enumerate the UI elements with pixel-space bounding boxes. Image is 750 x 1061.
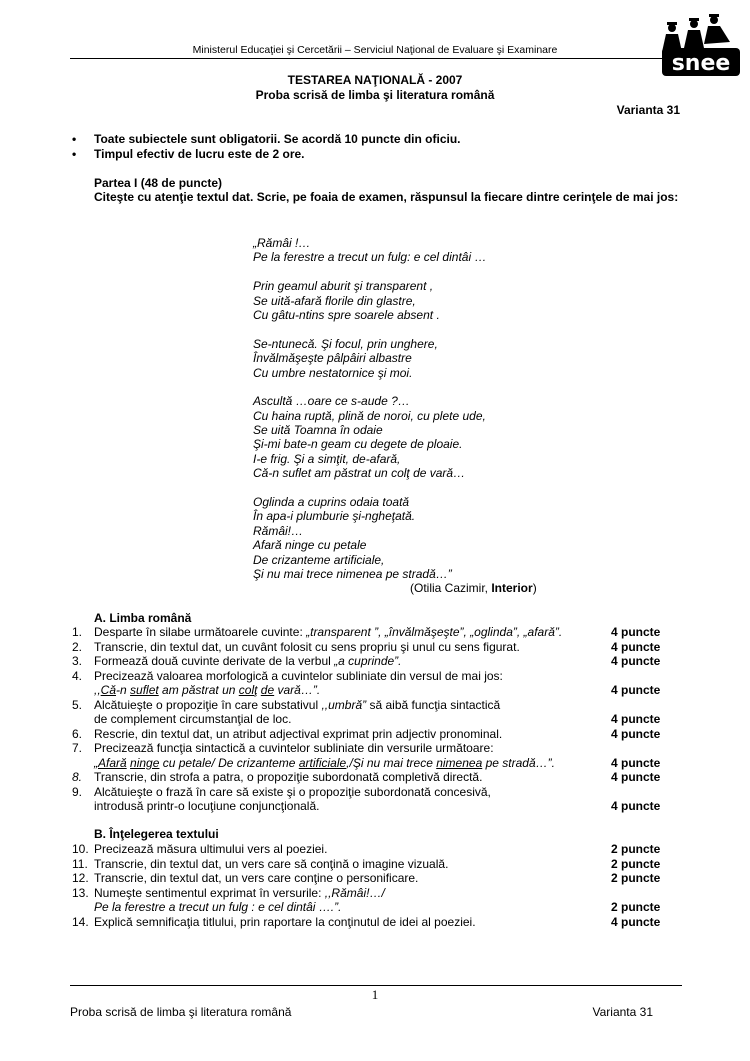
header-divider <box>70 58 682 59</box>
exam-title: TESTAREA NAŢIONALĂ - 2007 <box>287 73 463 87</box>
footer-variant: Varianta 31 <box>592 1005 653 1019</box>
section-a-title: A. Limba română <box>94 611 192 625</box>
svg-text:snee: snee <box>671 51 731 76</box>
poem-author: (Otilia Cazimir, Interior) <box>410 581 537 595</box>
section-b-title: B. Înţelegerea textului <box>94 827 219 841</box>
footer-divider <box>70 985 682 986</box>
footer-subject: Proba scrisă de limba şi literatura română <box>70 1005 292 1019</box>
page-number: 1 <box>371 987 379 1002</box>
snee-logo <box>660 14 742 78</box>
exam-subtitle: Proba scrisă de limba şi literatura română <box>255 88 495 102</box>
variant-label: Varianta 31 <box>616 103 680 117</box>
header-ministry: Ministerul Educaţiei şi Cercetării – Serviciul Naţional de Evaluare şi Examinare <box>192 44 558 56</box>
part-instruction: Citeşte cu atenţie textul dat. Scrie, pe foaia de examen, răspunsul la fiecare dintre cerinţele de mai jos: <box>94 190 679 204</box>
rule-item: • Timpul efectiv de lucru este de 2 ore. <box>72 147 305 161</box>
poem-text: „Rămâi !… Pe la ferestre a trecut un fulg: e cel dintâi … Prin geamul aburit şi transparent , Se uită-afară florile din glastre, Cu gâtu-ntins spre soarele absent . Se-ntunecă. Şi focul, prin unghere, Învălmăşeşte pâlpâiri albastre Cu umbre nestatornice şi moi. Ascultă …oare ce s-aude ?… Cu haina ruptă, plină de noroi, cu plete ude, Se uită Toamna în odaie Şi-mi bate-n geam cu degete de ploaie. I-e frig. Şi a simţit, de-afară, Că-n suflet am păstrat un colţ de vară… Oglinda a cuprins odaia toată În apa-i plumburie şi-ngheţată. Rămâi!… Afară ninge cu petale De crizanteme artificiale, Şi nu mai trece nimenea pe stradă…” <box>253 236 487 581</box>
rule-item: • Toate subiectele sunt obligatorii. Se acordă 10 puncte din oficiu. <box>72 132 461 146</box>
part-title: Partea I (48 de puncte) <box>94 176 223 190</box>
